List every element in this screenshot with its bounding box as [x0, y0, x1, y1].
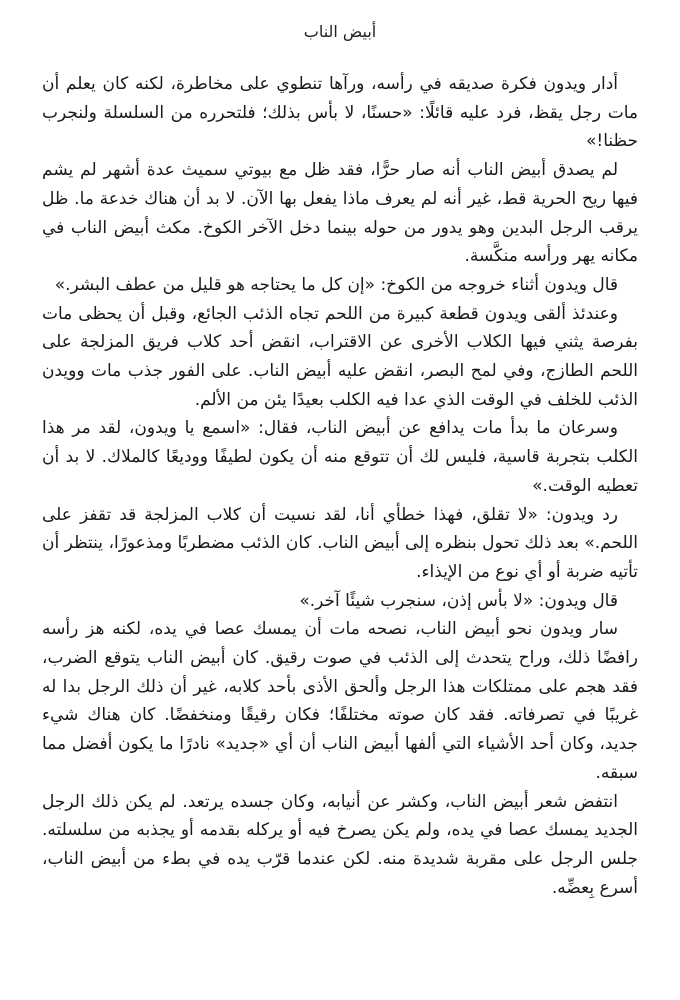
paragraph: رد ويدون: «لا تقلق، فهذا خطأي أنا، لقد نسيت أن كلاب المزلجة قد تقفز على اللحم.» بعد ذلك تحول بنظره إلى أبيض الناب. كان الذئب مضطربًا ومذعورًا، ينتظر أن تأتيه ضربة أو أي نوع من الإيذاء. — [42, 504, 638, 582]
paragraph: سار ويدون نحو أبيض الناب، نصحه مات أن يمسك عصا في يده، لكنه هز رأسه رافضًا ذلك، وراح يتحدث إلى الذئب في صوت رقيق. كان أبيض الناب يتوقع الضرب، فقد هجم على ممتلكات هذا الرجل وألحق الأذى بأحد كلابه، غير أن ذلك الرجل بدا له غريبًا في تصرفاته. فقد كان صوته مختلفًا؛ فكان رقيقًا ومنخفضًا. كان هناك شيء جديد، وكان أحد الأشياء التي ألفها أبيض الناب أن أي «جديد» نادرًا ما يكون أفضل مما سبقه. — [42, 619, 638, 783]
chapter-text — [42, 70, 638, 902]
paragraph: قال ويدون أثناء خروجه من الكوخ: «إن كل ما يحتاجه هو قليل من عطف البشر.» — [54, 274, 618, 295]
paragraph: لم يصدق أبيض الناب أنه صار حرًّا، فقد ظل مع بيوتي سميث عدة أشهر لم يشم فيها ريح الحرية قط، غير أنه لم يعرف ماذا يفعل بها الآن. لا بد أن هناك خدعة ما. ظل يرقب الرجل البدين وهو يدور من حوله بينما دخل الآخر الكوخ. مكث أبيض الناب في مكانه يهر ورأسه منكَّسة. — [42, 160, 638, 267]
paragraph: وعندئذ ألقى ويدون قطعة كبيرة من اللحم تجاه الذئب الجائع، وقبل أن يحظى مات بفرصة يثني فيها الكلاب الأخرى عن الاقتراب، انقض أحد كلاب فريق المزلجة على اللحم الطازج، وفي لمح البصر، انقض عليه أبيض الناب. على الفور جذب مات وويدن الذئب للخلف في الوقت الذي عدا فيه الكلب بعيدًا يئن من الألم. — [42, 303, 638, 410]
paragraph: قال ويدون: «لا بأس إذن، سنجرب شيئًا آخر.» — [299, 590, 618, 611]
paragraph: وسرعان ما بدأ مات يدافع عن أبيض الناب، فقال: «اسمع يا ويدون، لقد مر هذا الكلب بتجربة قاسية، فليس لك أن تتوقع منه أن يكون لطيفًا ووديعًا كالملاك. لا بد أن تعطيه الوقت.» — [42, 418, 638, 496]
running-header: أبيض الناب — [303, 22, 377, 41]
paragraph: أدار ويدون فكرة صديقه في رأسه، ورآها تنطوي على مخاطرة، لكنه كان يعلم أن مات رجل يقظ، فرد عليه قائلًا: «حسنًا، لا بأس بذلك؛ فلتحرره من السلسلة ولنجرب حظنا!» — [42, 74, 638, 152]
paragraph: انتفض شعر أبيض الناب، وكشر عن أنيابه، وكان جسده يرتعد. لم يكن ذلك الرجل الجديد يمسك عصا في يده، ولم يكن يصرخ فيه أو يركله بقدمه أو يجذبه من سلسلته. جلس الرجل على مقربة شديدة منه. لكن عندما قرّب يده في بطء من أبيض الناب، أسرع بِعضِّه. — [42, 791, 638, 898]
